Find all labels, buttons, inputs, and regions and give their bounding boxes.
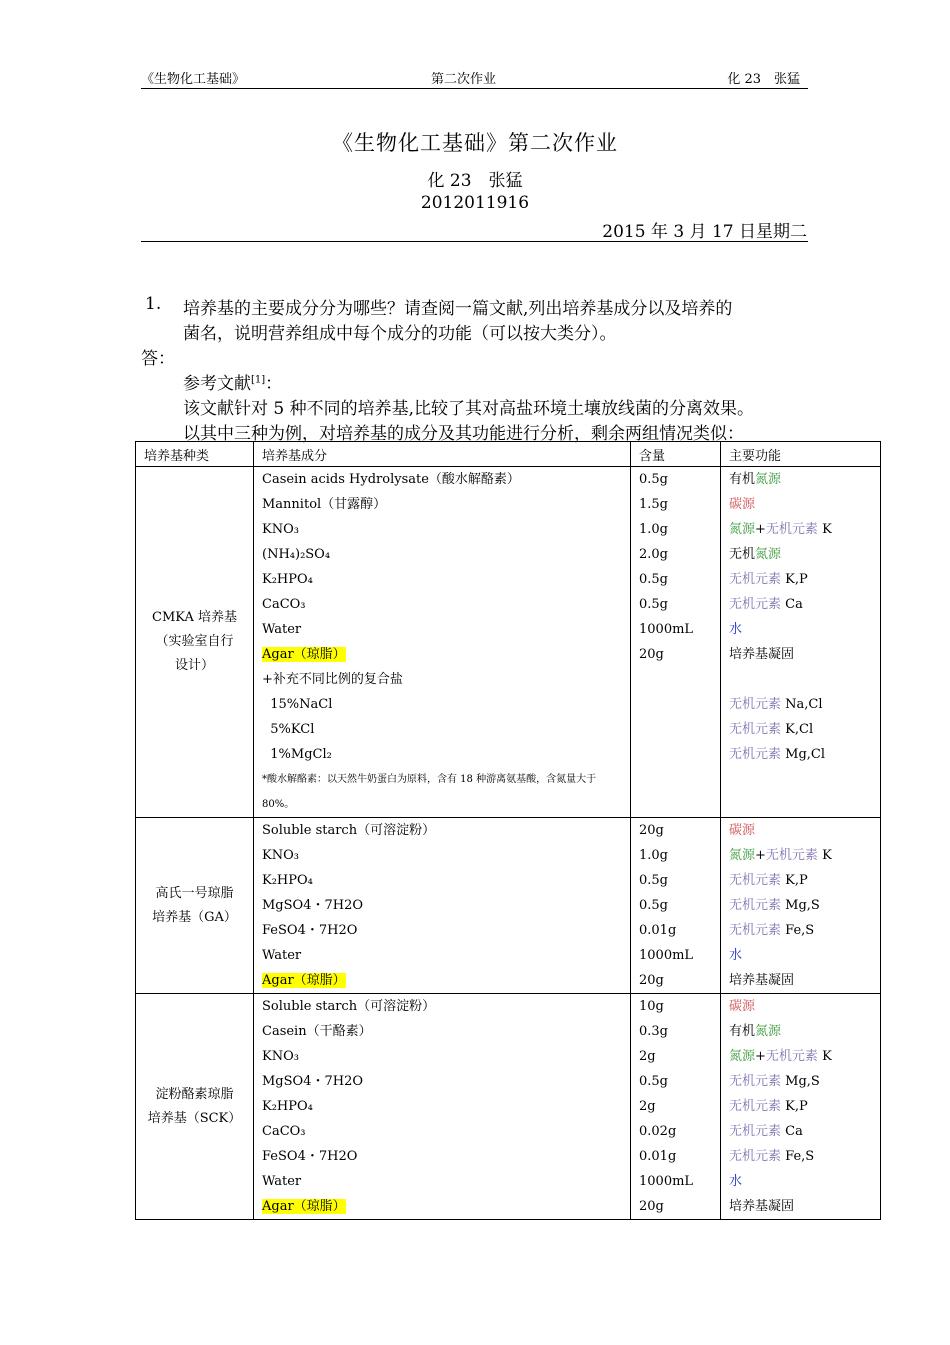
- doc-title: 《生物化工基础》第二次作业: [332, 131, 618, 155]
- reference-colon: ：: [265, 374, 283, 394]
- function-part: K: [817, 522, 832, 537]
- function-line: [729, 1194, 872, 1219]
- header-left: 《生物化工基础》: [141, 72, 246, 87]
- component-name: Soluble starch（可溶淀粉）: [262, 823, 436, 838]
- doc-student-id: 2012011916: [420, 193, 530, 213]
- reference-mark[interactable]: [1]: [251, 374, 266, 386]
- function-part: 氮源: [755, 547, 782, 562]
- component-line: [262, 818, 622, 843]
- amount-value: 0.5g: [639, 572, 668, 587]
- medium-type-line: 培养基（GA）: [152, 909, 237, 925]
- function-part: 无机元素: [729, 697, 782, 712]
- function-line: [729, 667, 872, 692]
- amount-value: 0.5g: [639, 873, 668, 888]
- function-line: [729, 567, 872, 592]
- function-line: [729, 843, 872, 868]
- function-part: 氮源: [729, 522, 756, 537]
- amount-value: 0.5g: [639, 472, 668, 487]
- component-line: [262, 592, 622, 617]
- function-part: 无机元素: [729, 1099, 782, 1114]
- function-part: 碳源: [729, 823, 756, 838]
- function-line: [729, 742, 872, 767]
- amount-value: 0.02g: [639, 1124, 677, 1139]
- function-line: [729, 994, 872, 1019]
- component-name: KNO₃: [262, 1049, 299, 1064]
- function-part: 培养基凝固: [729, 1199, 795, 1214]
- component-line: [262, 843, 622, 868]
- component-line: [262, 1094, 622, 1119]
- component-line: [262, 1069, 622, 1094]
- function-line: [729, 1144, 872, 1169]
- amount-value: 2.0g: [639, 547, 668, 562]
- function-part: 培养基凝固: [729, 973, 795, 988]
- amount-cell: [631, 467, 721, 818]
- medium-type-line: 淀粉酪素琼脂: [155, 1086, 234, 1102]
- component-line: [262, 968, 622, 993]
- amount-value: 0.5g: [639, 898, 668, 913]
- amount-value: 20g: [639, 973, 664, 988]
- component-name: Agar（琼脂）: [262, 647, 346, 662]
- answer-label: 答：: [141, 349, 175, 369]
- function-part: K,P: [781, 572, 808, 587]
- component-name: Soluble starch（可溶淀粉）: [262, 999, 436, 1014]
- amount-cell: [631, 994, 721, 1220]
- function-line: [729, 642, 872, 667]
- component-name: KNO₃: [262, 522, 299, 537]
- medium-type-line: CMKA 培养基: [152, 610, 237, 625]
- function-part: 无机元素: [729, 1149, 782, 1164]
- function-line: [729, 467, 872, 492]
- function-line: [729, 918, 872, 943]
- function-part: K: [817, 848, 832, 863]
- amount-value: 0.01g: [639, 923, 677, 938]
- component-name: CaCO₃: [262, 1124, 306, 1139]
- component-name: CaCO₃: [262, 597, 306, 612]
- function-part: 无机元素: [729, 873, 782, 888]
- component-note: *酸水解酪素：以天然牛奶蛋白为原料，含有 18 种游离氨基酸，含氮量大于 80%。: [262, 774, 597, 810]
- page-header: [141, 68, 808, 89]
- function-part: K,P: [781, 1099, 808, 1114]
- component-line: [262, 1194, 622, 1219]
- function-line: [729, 1069, 872, 1094]
- amount-value: 0.3g: [639, 1024, 668, 1039]
- component-name: MgSO4・7H2O: [262, 1074, 364, 1089]
- amount-value: 1.0g: [639, 848, 668, 863]
- table-body: [136, 467, 881, 1220]
- component-cell: [254, 467, 631, 818]
- function-line: [729, 1094, 872, 1119]
- amount-value: 20g: [639, 823, 664, 838]
- function-part: 水: [729, 622, 743, 637]
- component-line: [262, 617, 622, 642]
- function-part: 无机元素: [729, 923, 782, 938]
- function-part: 无机: [729, 547, 756, 562]
- answer-line-2: 以其中三种为例，对培养基的成分及其功能进行分析，剩余两组情况类似：: [183, 424, 744, 444]
- component-cell: [254, 994, 631, 1220]
- component-name: KNO₃: [262, 848, 299, 863]
- amount-value: [639, 717, 712, 742]
- function-part: 水: [729, 948, 743, 963]
- component-name: K₂HPO₄: [262, 873, 313, 888]
- reference-text: 参考文献: [183, 374, 251, 394]
- function-part: +: [755, 1049, 766, 1064]
- component-line: [262, 717, 622, 742]
- amount-value: [639, 692, 712, 717]
- function-part: 无机元素: [729, 1074, 782, 1089]
- component-line: [262, 542, 622, 567]
- medium-type-line: 高氏一号琼脂: [155, 885, 234, 901]
- component-line: [262, 517, 622, 542]
- component-name: Casein（干酪素）: [262, 1024, 372, 1039]
- amount-value: [639, 667, 712, 692]
- function-part: 无机元素: [765, 1049, 818, 1064]
- component-name: K₂HPO₄: [262, 1099, 313, 1114]
- function-cell: [721, 818, 881, 994]
- amount-value: 1.5g: [639, 497, 668, 512]
- component-name: Mannitol（甘露醇）: [262, 497, 387, 512]
- function-line: [729, 868, 872, 893]
- function-cell: [721, 467, 881, 818]
- amount-cell: [631, 818, 721, 994]
- amount-value: [639, 742, 712, 767]
- component-line: [262, 1119, 622, 1144]
- amount-value: 0.01g: [639, 1149, 677, 1164]
- doc-author: 化 23 张猛: [427, 171, 523, 191]
- function-part: 无机元素: [729, 747, 782, 762]
- medium-type-cell: [136, 818, 254, 994]
- question-line-1: 培养基的主要成分分为哪些？请查阅一篇文献,列出培养基成分以及培养的: [183, 299, 733, 319]
- function-part: Ca: [781, 597, 803, 612]
- component-line: [262, 994, 622, 1019]
- function-part: 碳源: [729, 999, 756, 1014]
- function-part: 无机元素: [765, 522, 818, 537]
- component-name: +补充不同比例的复合盐: [262, 672, 403, 687]
- function-part: Na,Cl: [781, 697, 823, 712]
- component-name: MgSO4・7H2O: [262, 898, 364, 913]
- function-line: [729, 542, 872, 567]
- component-cell: [254, 818, 631, 994]
- component-line: [262, 467, 622, 492]
- component-line: [262, 742, 622, 767]
- amount-value: 1000mL: [639, 948, 694, 963]
- function-part: 碳源: [729, 497, 756, 512]
- amount-value: 2g: [639, 1049, 656, 1064]
- medium-table: [135, 441, 881, 1220]
- function-part: +: [755, 848, 766, 863]
- component-line: [262, 492, 622, 517]
- function-line: [729, 1119, 872, 1144]
- function-part: 氮源: [755, 1024, 782, 1039]
- amount-value: 1.0g: [639, 522, 668, 537]
- component-name: Agar（琼脂）: [262, 973, 346, 988]
- medium-type-line: 设计）: [174, 658, 214, 673]
- function-part: Mg,S: [781, 1074, 820, 1089]
- medium-group-row: [136, 994, 881, 1220]
- function-line: [729, 617, 872, 642]
- component-line: [262, 1044, 622, 1069]
- component-line: [262, 893, 622, 918]
- medium-type-cell: [136, 467, 254, 818]
- doc-date: 2015 年 3 月 17 日星期二: [602, 222, 807, 242]
- component-name: K₂HPO₄: [262, 572, 313, 587]
- amount-value: 10g: [639, 999, 664, 1014]
- function-part: +: [755, 522, 766, 537]
- function-part: 无机元素: [729, 898, 782, 913]
- title-rule: [141, 241, 808, 242]
- component-line: [262, 692, 622, 717]
- medium-group-row: [136, 467, 881, 818]
- table-header-row: [136, 442, 881, 467]
- function-part: K,P: [781, 873, 808, 888]
- function-line: [729, 968, 872, 993]
- function-line: [729, 893, 872, 918]
- table-header-cell: 培养基种类: [136, 442, 254, 467]
- component-name: Water: [262, 948, 302, 963]
- medium-type-cell: [136, 994, 254, 1220]
- component-line: [262, 642, 622, 667]
- function-part: 有机: [729, 1024, 756, 1039]
- function-part: Mg,S: [781, 898, 820, 913]
- component-name: Casein acids Hydrolysate（酸水解酪素）: [262, 472, 520, 487]
- header-right: 化 23 张猛: [727, 72, 800, 87]
- function-part: 培养基凝固: [729, 647, 795, 662]
- function-line: [729, 943, 872, 968]
- component-name: Water: [262, 622, 302, 637]
- function-part: Fe,S: [781, 1149, 815, 1164]
- function-line: [729, 592, 872, 617]
- function-line: [729, 517, 872, 542]
- function-line: [729, 818, 872, 843]
- question-line-2: 菌名，说明营养组成中每个成分的功能（可以按大类分）。: [183, 324, 617, 344]
- table-header-cell: 含量: [631, 442, 721, 467]
- component-name: 15%NaCl: [262, 697, 333, 712]
- function-part: 氮源: [729, 848, 756, 863]
- component-name: FeSO4・7H2O: [262, 1149, 358, 1164]
- medium-type-line: （实验室自行: [155, 634, 234, 649]
- function-line: [729, 717, 872, 742]
- component-line: [262, 1144, 622, 1169]
- function-line: [729, 1169, 872, 1194]
- component-name: Agar（琼脂）: [262, 1199, 346, 1214]
- component-line: [262, 868, 622, 893]
- medium-type-line: 培养基（SCK）: [147, 1110, 242, 1126]
- component-line: [262, 1019, 622, 1044]
- medium-group-row: [136, 818, 881, 994]
- function-part: 有机: [729, 472, 756, 487]
- function-part: 氮源: [755, 472, 782, 487]
- function-part: 氮源: [729, 1049, 756, 1064]
- function-line: [729, 1044, 872, 1069]
- table-header-cell: 主要功能: [721, 442, 881, 467]
- function-part: 无机元素: [729, 572, 782, 587]
- component-line: [262, 918, 622, 943]
- function-line: [729, 492, 872, 517]
- amount-value: 1000mL: [639, 622, 694, 637]
- header-center: 第二次作业: [431, 72, 497, 87]
- function-line: [729, 692, 872, 717]
- component-line: [262, 943, 622, 968]
- function-part: K: [817, 1049, 832, 1064]
- function-part: 无机元素: [729, 1124, 782, 1139]
- function-part: Fe,S: [781, 923, 815, 938]
- component-name: 1%MgCl₂: [262, 747, 332, 762]
- reference-line: [183, 369, 282, 394]
- function-part: Mg,Cl: [781, 747, 826, 762]
- amount-value: 0.5g: [639, 597, 668, 612]
- function-line: [729, 1019, 872, 1044]
- amount-value: 20g: [639, 647, 664, 662]
- function-cell: [721, 994, 881, 1220]
- function-part: 水: [729, 1174, 743, 1189]
- component-name: 5%KCl: [262, 722, 315, 737]
- component-name: (NH₄)₂SO₄: [262, 547, 331, 562]
- function-part: Ca: [781, 1124, 803, 1139]
- component-line: [262, 567, 622, 592]
- function-part: 无机元素: [729, 597, 782, 612]
- function-part: 无机元素: [765, 848, 818, 863]
- component-line: [262, 667, 622, 692]
- amount-value: 1000mL: [639, 1174, 694, 1189]
- table-header-cell: 培养基成分: [254, 442, 631, 467]
- amount-value: 2g: [639, 1099, 656, 1114]
- amount-value: 20g: [639, 1199, 664, 1214]
- function-part: K,Cl: [781, 722, 814, 737]
- component-name: Water: [262, 1174, 302, 1189]
- function-part: 无机元素: [729, 722, 782, 737]
- amount-value: 0.5g: [639, 1074, 668, 1089]
- component-line: [262, 1169, 622, 1194]
- component-name: FeSO4・7H2O: [262, 923, 358, 938]
- question-number: 1.: [145, 294, 162, 314]
- answer-line-1: 该文献针对 5 种不同的培养基,比较了其对高盐环境土壤放线菌的分离效果。: [183, 399, 755, 419]
